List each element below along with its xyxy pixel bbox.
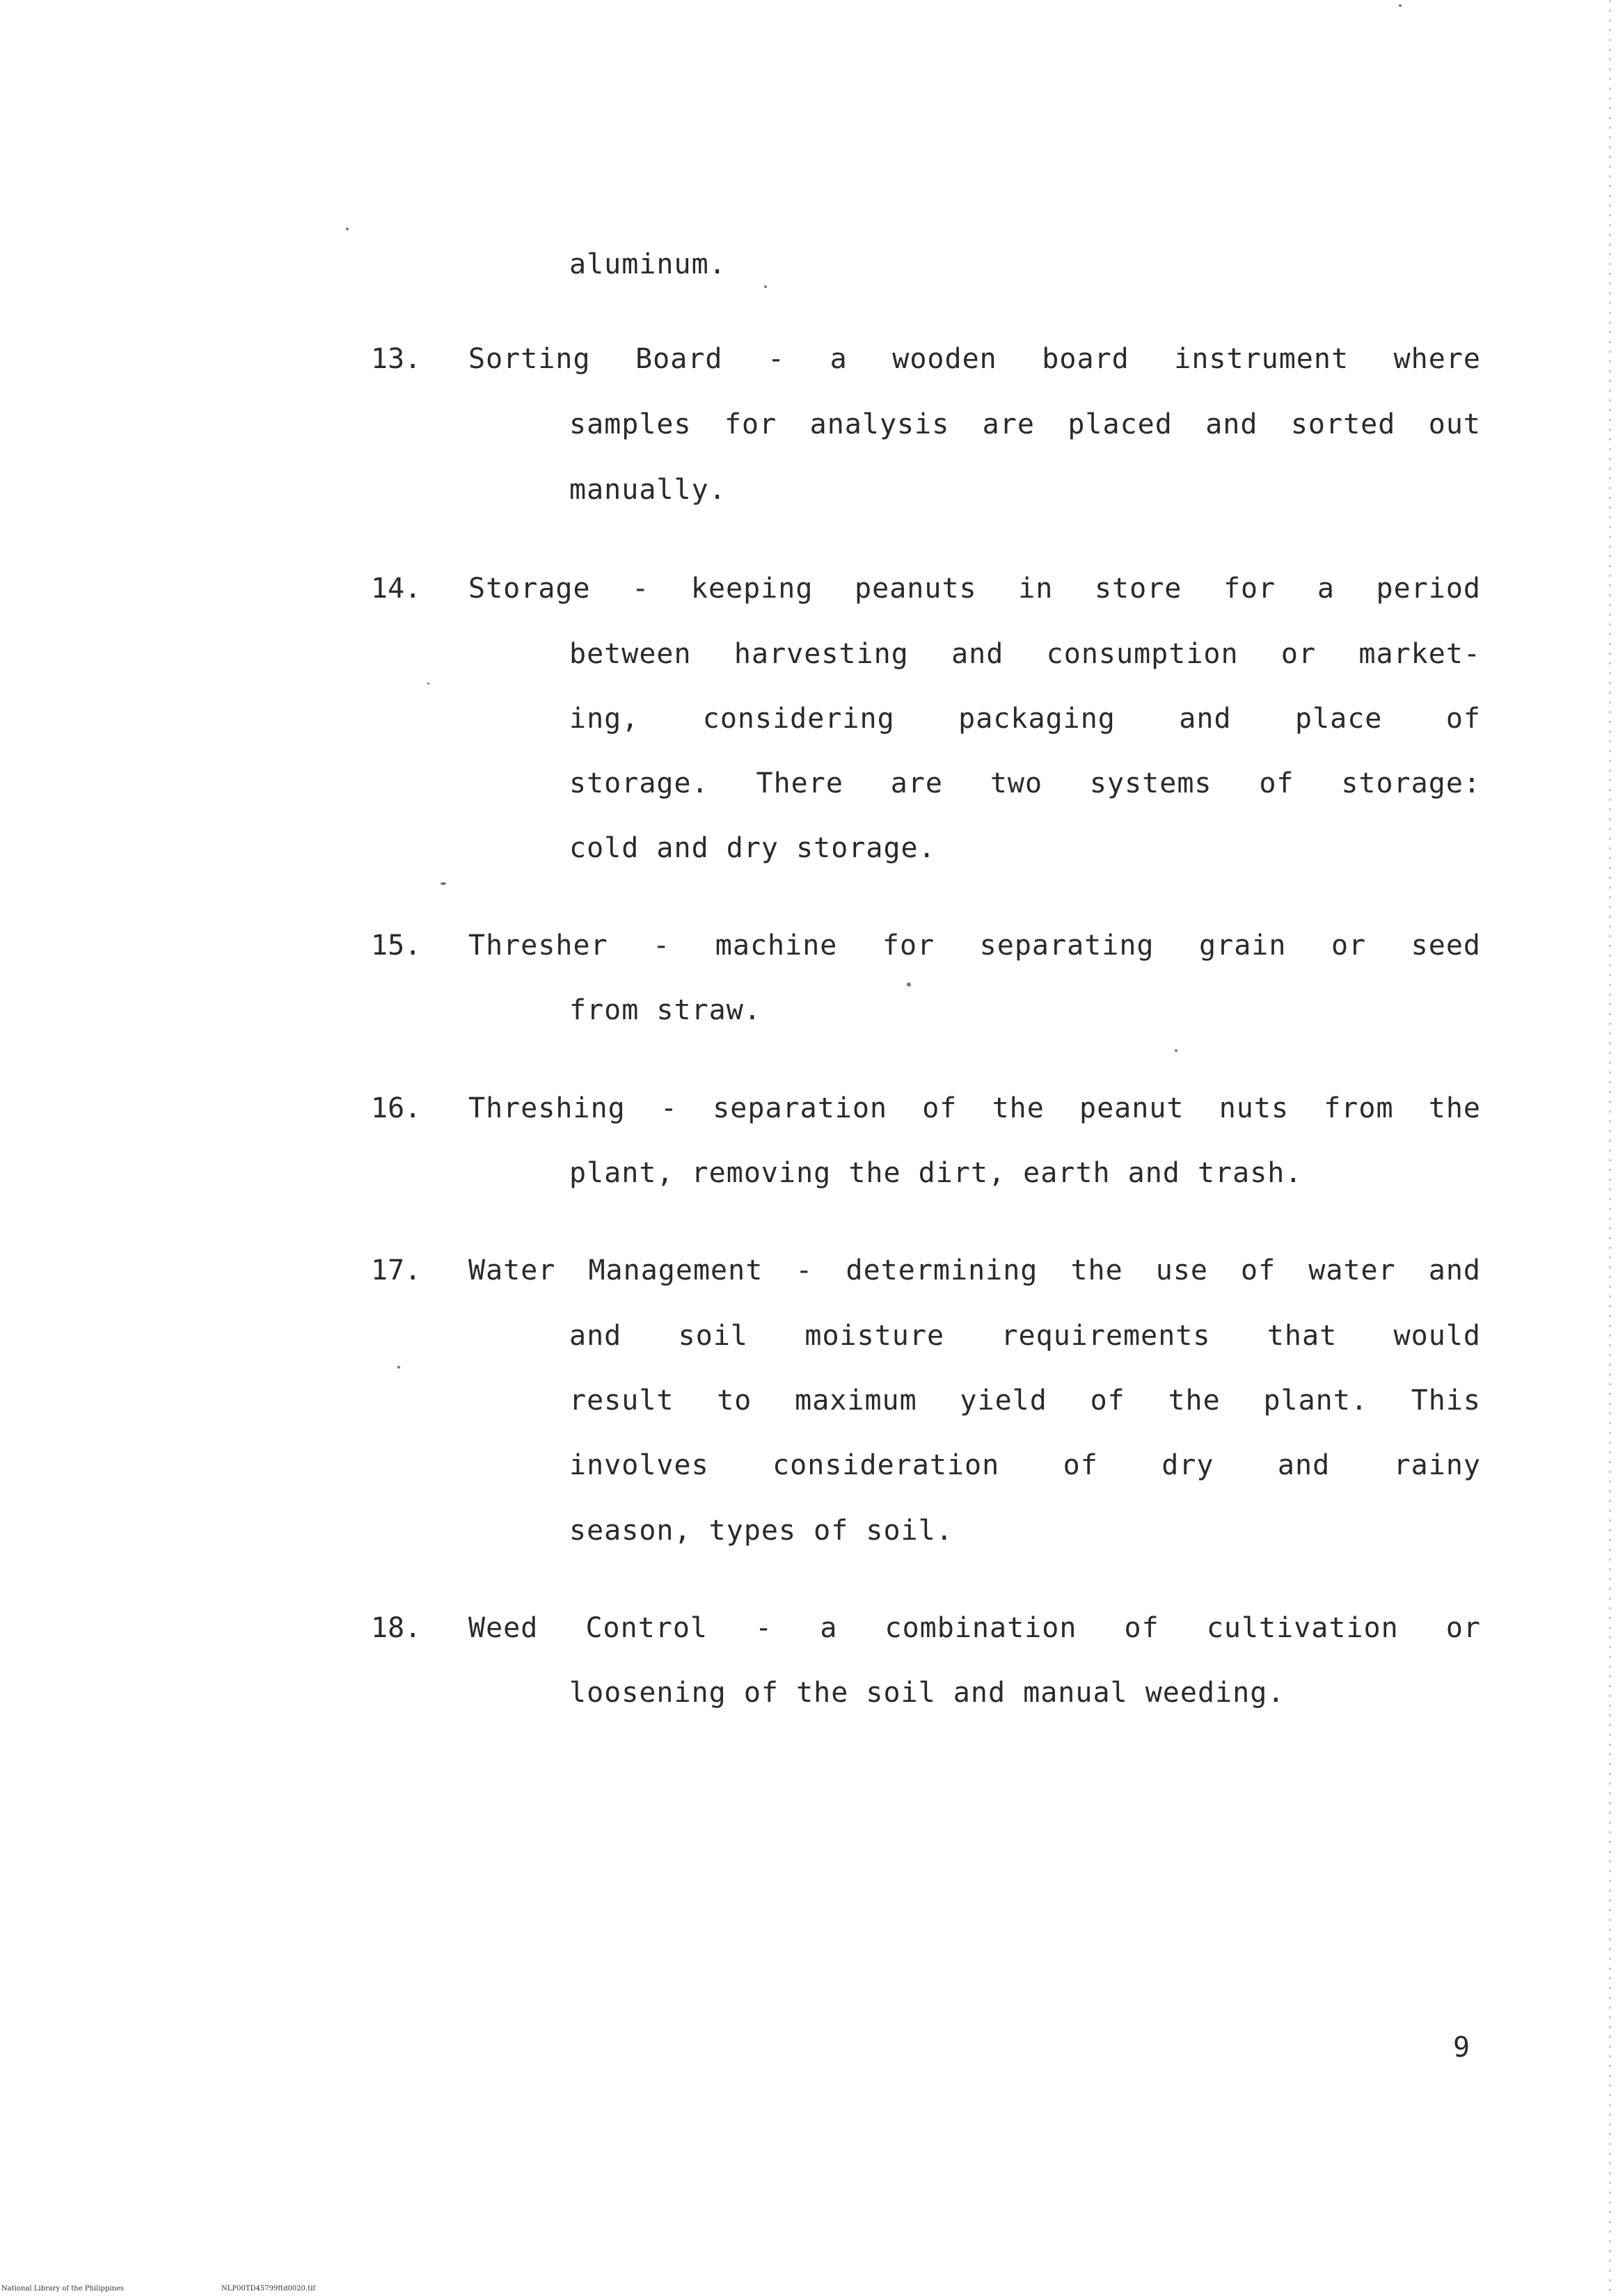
entry-line: between harvesting and consumption or market- [569, 638, 1481, 670]
entry-line: plant, removing the dirt, earth and trash. [569, 1157, 1303, 1189]
entry-line: Sorting Board - a wooden board instrument where [468, 343, 1481, 375]
entry-line: samples for analysis are placed and sorted out [569, 408, 1481, 440]
footer-library: National Library of the Philippines [1, 2285, 125, 2293]
entry-line: Water Management - determining the use of water and [468, 1254, 1481, 1286]
entry-number: 17. [371, 1254, 422, 1286]
entry-number: 13. [371, 343, 422, 375]
entry-line: involves consideration of dry and rainy [569, 1449, 1481, 1481]
entry-line: Storage - keeping peanuts in store for a period [468, 573, 1481, 605]
entry-number: 14. [371, 573, 422, 605]
entry-number: 15. [371, 930, 422, 962]
entry-number: 16. [371, 1092, 422, 1124]
entry-number: 18. [371, 1612, 422, 1644]
entry-line: result to maximum yield of the plant. This [569, 1385, 1481, 1417]
continuation-text: aluminum. [569, 248, 727, 280]
entry-line: manually. [569, 474, 727, 506]
entry-line: from straw. [569, 994, 761, 1026]
scan-speck [1399, 4, 1402, 7]
entry-line: storage. There are two systems of storage: [569, 767, 1481, 799]
scan-speck [397, 1366, 400, 1369]
scan-speck [346, 228, 349, 230]
scan-speck [441, 882, 446, 885]
scan-speck [1175, 1049, 1177, 1052]
entry-line: Weed Control - a combination of cultivation or [468, 1612, 1481, 1644]
footer-filename: NLP00TD45799ftd0020.tif [221, 2285, 316, 2293]
entry-line: and soil moisture requirements that would [569, 1320, 1481, 1352]
scan-speck [764, 285, 767, 288]
entry-line: loosening of the soil and manual weeding. [569, 1677, 1285, 1709]
page-number: 9 [1453, 2032, 1470, 2064]
scan-speck [907, 982, 911, 987]
entry-line: cold and dry storage. [569, 832, 936, 864]
entry-line: season, types of soil. [569, 1515, 953, 1547]
scan-edge-artifact [1609, 0, 1611, 2296]
scan-speck [427, 683, 429, 685]
entry-line: Thresher - machine for separating grain or seed [468, 930, 1481, 962]
entry-line: ing, considering packaging and place of [569, 703, 1481, 735]
entry-line: Threshing - separation of the peanut nuts from the [468, 1092, 1481, 1124]
